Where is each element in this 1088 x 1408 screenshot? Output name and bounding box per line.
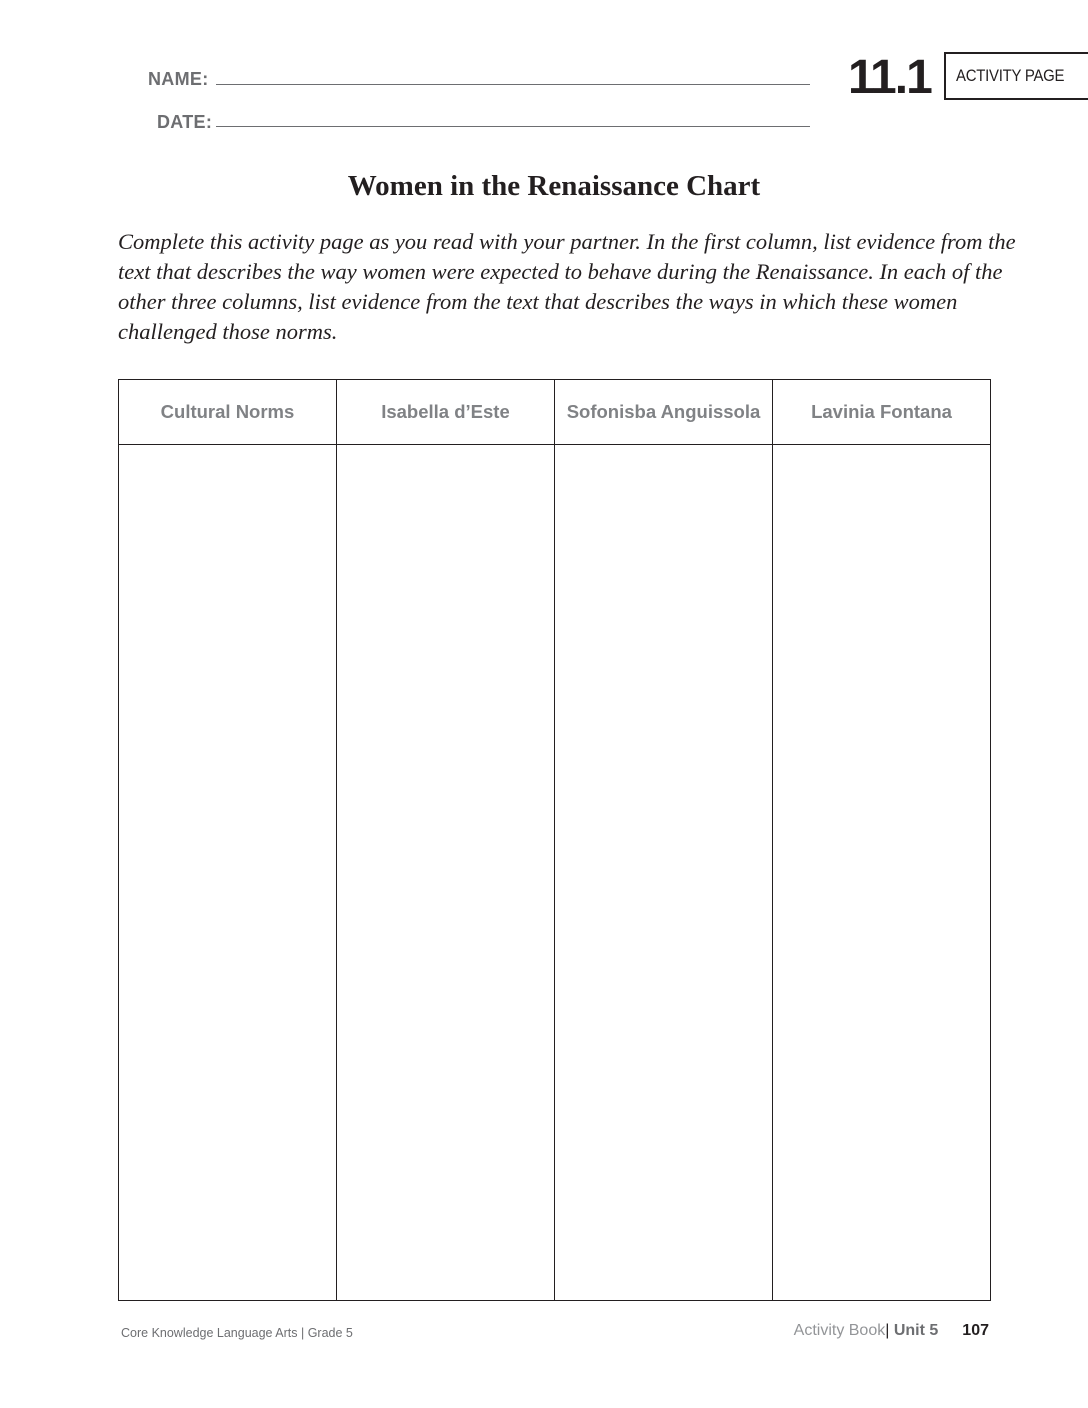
isabella-deste-writing-area[interactable] <box>337 446 554 1300</box>
column-header-lavinia-fontana: Lavinia Fontana <box>811 401 952 422</box>
page-number: 11.1 <box>848 51 931 104</box>
page-title: Women in the Renaissance Chart <box>347 170 761 202</box>
footer-series-label: Core Knowledge Language Arts | Grade 5 <box>121 1326 353 1340</box>
column-header-cultural-norms: Cultural Norms <box>160 401 295 422</box>
footer-page-number: 107 <box>962 1322 989 1339</box>
column-header-isabella-deste: Isabella d’Este <box>381 401 510 422</box>
lavinia-fontana-writing-area[interactable] <box>773 446 990 1300</box>
cultural-norms-writing-area[interactable] <box>119 446 336 1300</box>
name-label: NAME: <box>148 69 209 89</box>
footer-separator: | <box>885 1322 890 1339</box>
date-label: DATE: <box>157 112 213 132</box>
footer-book: Activity Book <box>793 1322 886 1339</box>
name-line[interactable] <box>216 84 810 85</box>
sofonisba-anguissola-writing-area[interactable] <box>555 446 772 1300</box>
activity-page-box <box>944 52 1088 100</box>
activity-page-label: ACTIVITY PAGE <box>956 66 1065 85</box>
instructions: Complete this activity page as you read with your partner. In the first column, list evidence from the text that describes the way women were expected to behave during the Renaissance. In each of the other three columns, list evidence from the text that describes the ways in which these women challenged those norms. <box>118 229 1016 344</box>
renaissance-chart <box>118 379 991 1301</box>
footer-unit: Unit 5 <box>893 1322 939 1339</box>
date-line[interactable] <box>216 126 810 127</box>
column-header-sofonisba-anguissola: Sofonisba Anguissola <box>566 401 761 422</box>
footer-book-info <box>794 1322 989 1340</box>
